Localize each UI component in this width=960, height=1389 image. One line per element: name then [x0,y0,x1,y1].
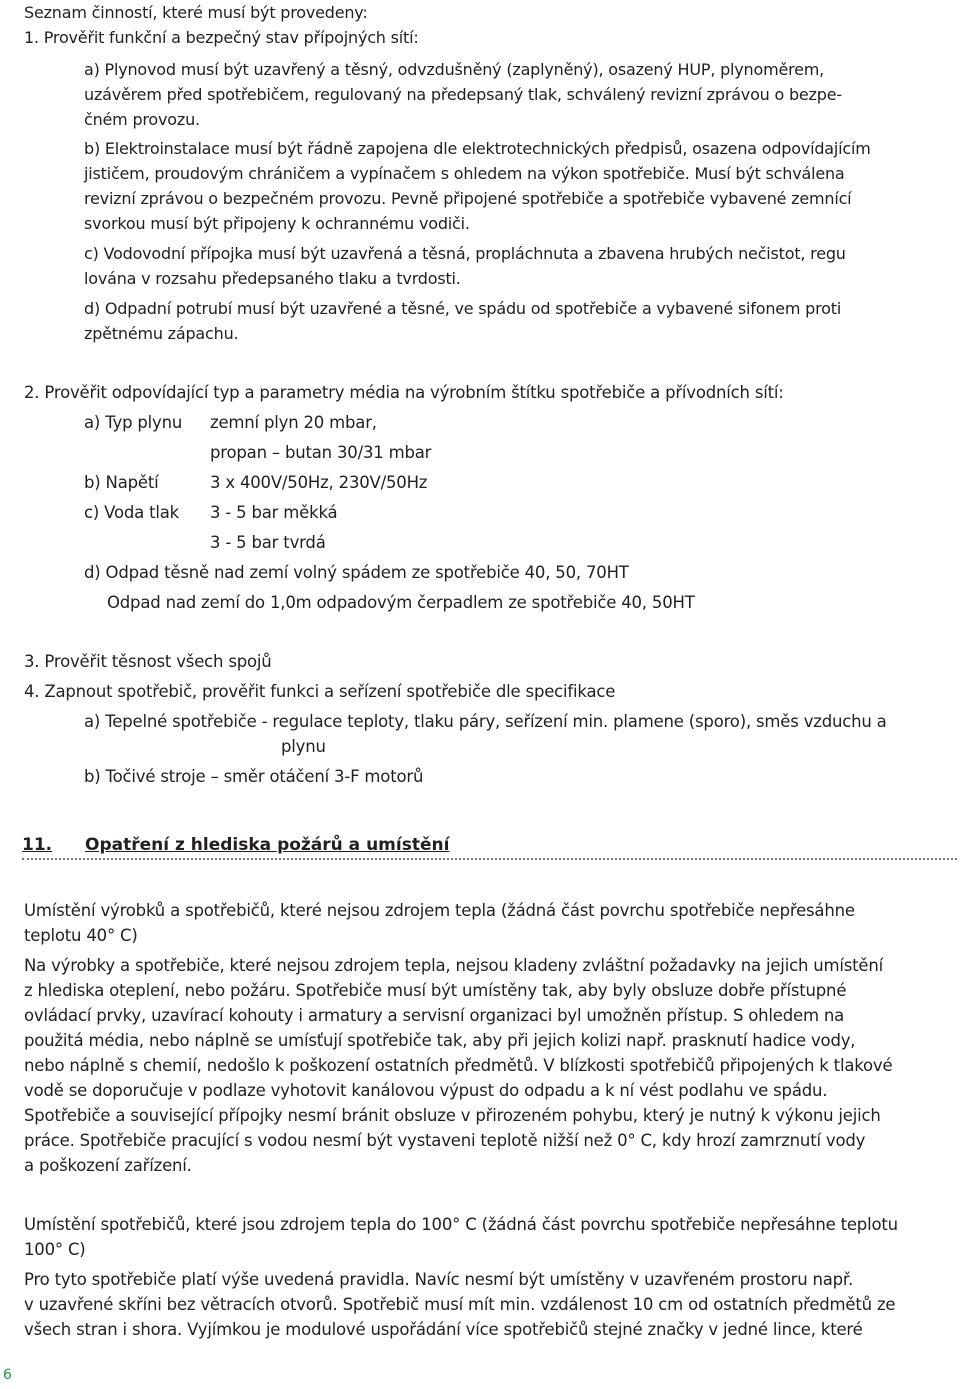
placement-line: Spotřebiče a související přípojky nesmí bránit obsluze v přirozeném pohybu, který je nutný k výkonu jejich [24,1106,881,1125]
placement-line: a poškození zařízení. [24,1156,192,1175]
item-1a-line: uzávěrem před spotřebičem, regulovaný na předepsaný tlak, schválený revizní zprávou o bezpe- [84,85,842,104]
item-4-heading: 4. Zapnout spotřebič, prověřit funkci a seřízení spotřebiče dle specifikace [24,682,616,701]
item-4a-line: plynu [281,737,326,756]
placement-line: ovládací prvky, uzavírací kohouty i armatury a servisní organizaci byl umožněn přístup. S ohledem na [24,1006,845,1025]
param-value-water: 3 - 5 bar měkká [210,503,338,522]
item-1a-line: čném provozu. [84,110,200,129]
item-4a-line: a) Tepelné spotřebiče - regulace teploty, tlaku páry, seřízení min. plamene (sporo), směs vzduchu a [84,712,887,731]
item-1-heading: 1. Prověřit funkční a bezpečný stav přípojných sítí: [24,28,419,47]
item-1b-line: svorkou musí být připojeny k ochrannému vodiči. [84,214,470,233]
item-1b-line: b) Elektroinstalace musí být řádně zapojena dle elektrotechnických předpisů, osazena odpovídajícím [84,139,871,158]
item-3-heading: 3. Prověřit těsnost všech spojů [24,652,272,671]
item-4b-line: b) Točivé stroje – směr otáčení 3-F motorů [84,767,424,786]
item-1d-line: zpětnému zápachu. [84,324,239,343]
item-1b-line: revizní zprávou o bezpečném provozu. Pevně připojené spotřebiče a spotřebiče vybavené zemnící [84,189,852,208]
param-drain-line: Odpad nad zemí do 1,0m odpadovým čerpadlem ze spotřebiče 40, 50HT [107,593,695,612]
item-1a-line: a) Plynovod musí být uzavřený a těsný, odvzdušněný (zaplyněný), osazený HUP, plynoměrem, [84,60,825,79]
param-label-water: c) Voda tlak [84,503,180,522]
placement-line: z hlediska oteplení, nebo požáru. Spotřebiče musí být umístěny tak, aby byly obsluze dobře přístupné [24,981,847,1000]
item-1d-line: d) Odpadní potrubí musí být uzavřené a těsné, ve spádu od spotřebiče a vybavené sifonem proti [84,299,842,318]
placement-line: 100° C) [24,1240,86,1259]
param-value-gas: zemní plyn 20 mbar, [210,413,377,432]
placement-line: teplotu 40° C) [24,926,138,945]
placement-line: použitá média, nebo náplně se umísťují spotřebiče tak, aby při jejich kolizi např. prasknutí hadice vody, [24,1031,856,1050]
item-1b-line: jističem, proudovým chráničem a vypínačem s ohledem na výkon spotřebiče. Musí být schválena [84,164,845,183]
param-value-voltage: 3 x 400V/50Hz, 230V/50Hz [210,473,428,492]
placement-line: Umístění spotřebičů, které jsou zdrojem tepla do 100° C (žádná část povrchu spotřebiče nepřesáhne teplotu [24,1215,898,1234]
placement-line: Na výrobky a spotřebiče, které nejsou zdrojem tepla, nejsou kladeny zvláštní požadavky na jejich umístění [24,956,884,975]
param-value-gas: propan – butan 30/31 mbar [210,443,432,462]
section-heading [22,832,957,860]
section-heading-number: 11. [22,835,53,855]
placement-line: všech stran i shora. Vyjímkou je modulové uspořádání více spotřebičů stejné značky v jedné lince, které [24,1320,863,1339]
list-title: Seznam činností, které musí být provedeny: [24,3,368,22]
param-label-gas: a) Typ plynu [84,413,183,432]
placement-line: v uzavřené skříni bez větracích otvorů. Spotřebič musí mít min. vzdálenost 10 cm od ostatních předmětů ze [24,1295,896,1314]
item-1c-line: c) Vodovodní přípojka musí být uzavřená a těsná, propláchnuta a zbavena hrubých nečistot, regu [84,244,846,263]
placement-line: práce. Spotřebiče pracující s vodou nesmí být vystaveni teplotě nižší než 0° C, kdy hrozí zamrznutí vody [24,1131,866,1150]
param-label-voltage: b) Napětí [84,473,159,492]
placement-line: Umístění výrobků a spotřebičů, které nejsou zdrojem tepla (žádná část povrchu spotřebiče nepřesáhne [24,901,855,920]
placement-line: vodě se doporučuje v podlaze vyhotovit kanálovou výpust do odpadu a k ní vést podlahu ve spádu. [24,1081,828,1100]
param-drain-line: d) Odpad těsně nad zemí volný spádem ze spotřebiče 40, 50, 70HT [84,563,629,582]
placement-line: Pro tyto spotřebiče platí výše uvedená pravidla. Navíc nesmí být umístěny v uzavřeném prostoru např. [24,1270,854,1289]
param-value-water: 3 - 5 bar tvrdá [210,533,326,552]
page-number: 6 [3,1367,12,1383]
item-1c-line: lována v rozsahu předepsaného tlaku a tvrdosti. [84,269,461,288]
placement-line: nebo náplně s chemií, nedošlo k poškození ostatních předmětů. V blízkosti spotřebičů připojených k tlakové [24,1056,893,1075]
section-heading-title: Opatření z hlediska požárů a umístění [85,835,450,855]
item-2-heading: 2. Prověřit odpovídající typ a parametry média na výrobním štítku spotřebiče a přívodních sítí: [24,383,784,402]
